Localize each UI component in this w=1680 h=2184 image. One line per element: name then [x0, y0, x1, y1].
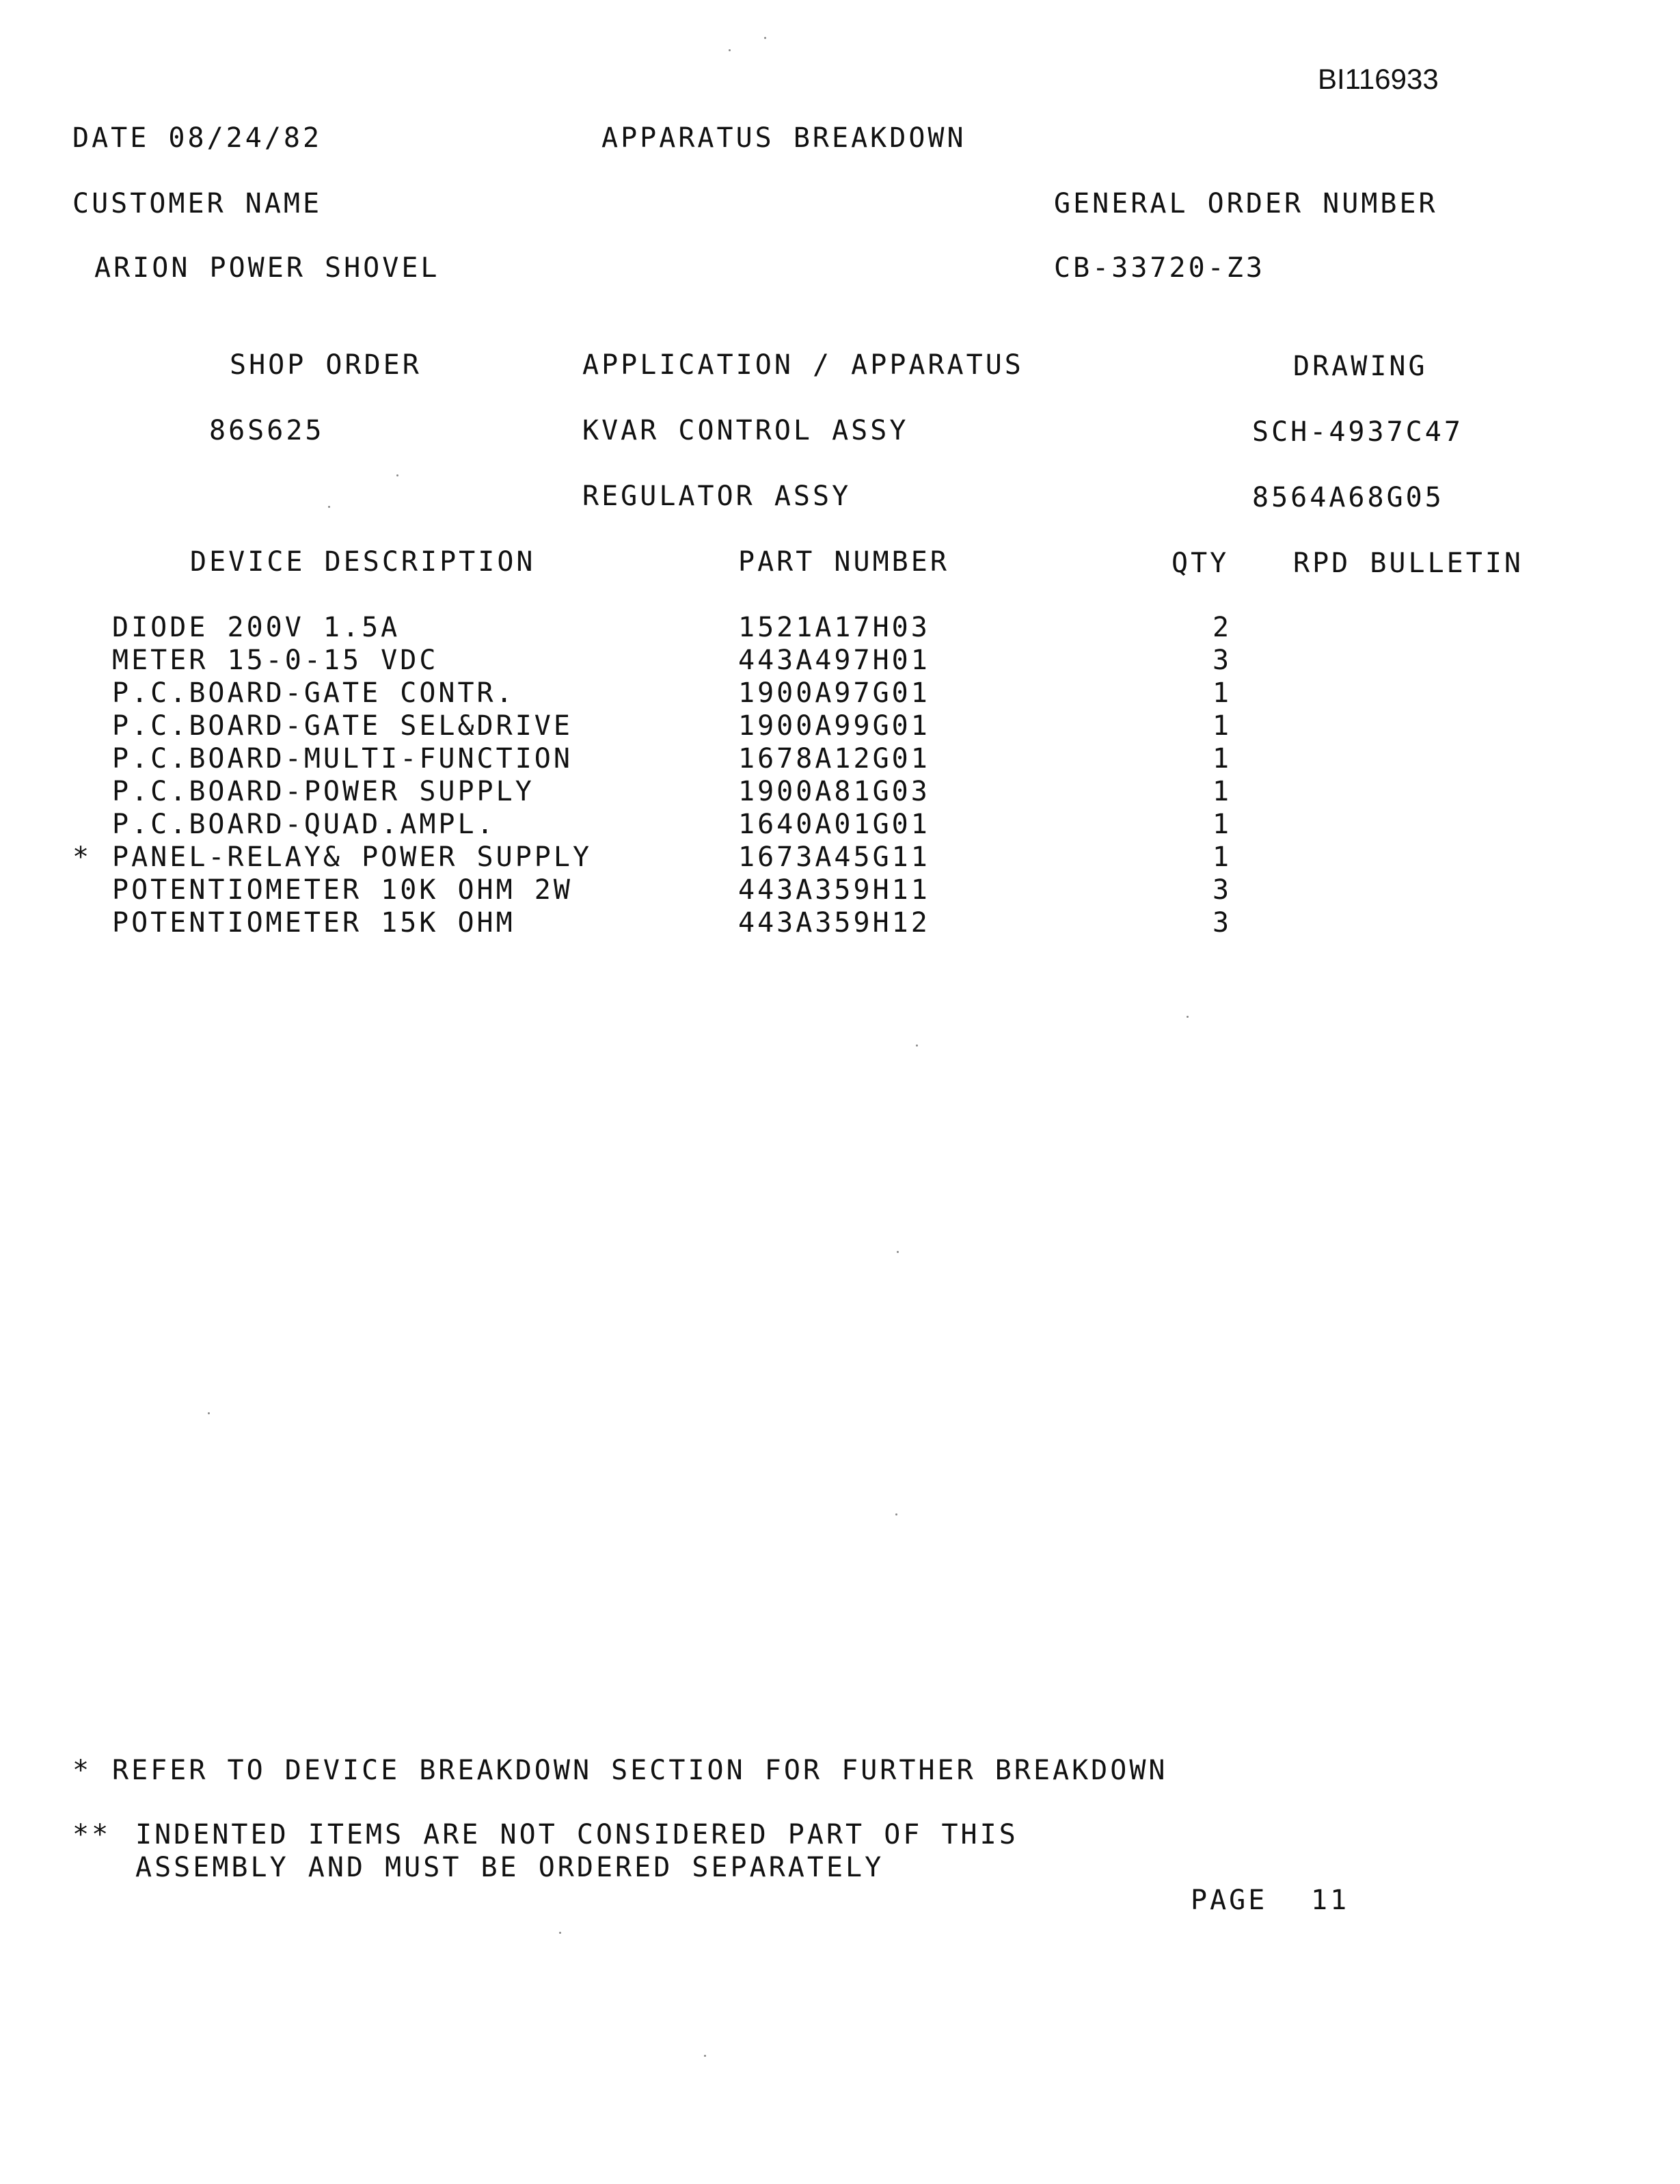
- device-description: POTENTIOMETER 15K OHM: [112, 907, 515, 939]
- quantity: 1: [1212, 776, 1232, 807]
- quantity: 3: [1212, 645, 1232, 676]
- quantity: 3: [1212, 907, 1232, 939]
- footnote-marker: **: [72, 1819, 111, 1850]
- scan-speck: [559, 1932, 561, 1934]
- drawing-number: SCH-4937C47: [1252, 416, 1463, 448]
- part-number: 1521A17H03: [738, 612, 930, 643]
- quantity: 1: [1212, 743, 1232, 774]
- row-marker: *: [72, 841, 92, 873]
- general-order-label: GENERAL ORDER NUMBER: [1054, 188, 1438, 219]
- page-number: 11: [1311, 1885, 1350, 1916]
- footnote-indented-items-continued: ASSEMBLY AND MUST BE ORDERED SEPARATELY: [135, 1852, 884, 1883]
- part-number: 1900A99G01: [738, 710, 930, 742]
- scan-speck: [1187, 1016, 1189, 1018]
- quantity: 2: [1212, 612, 1232, 643]
- quantity: 1: [1212, 677, 1232, 709]
- table-row: [0, 644, 1680, 677]
- page-label: PAGE: [1191, 1885, 1268, 1916]
- table-row: [0, 841, 1680, 874]
- scan-speck: [729, 49, 731, 51]
- shop-order-value: 86S625: [209, 415, 325, 446]
- device-description: P.C.BOARD-GATE SEL&DRIVE: [112, 710, 573, 742]
- scan-speck: [208, 1412, 210, 1414]
- part-number: 1900A81G03: [738, 776, 930, 807]
- table-row: [0, 710, 1680, 742]
- device-description: METER 15-0-15 VDC: [112, 645, 439, 676]
- table-row: [0, 775, 1680, 808]
- column-header-qty: QTY: [1171, 548, 1230, 579]
- footnote-device-breakdown: REFER TO DEVICE BREAKDOWN SECTION FOR FURTHER BREAKDOWN: [112, 1755, 1168, 1786]
- device-description: POTENTIOMETER 10K OHM 2W: [112, 874, 573, 906]
- device-description: DIODE 200V 1.5A: [112, 612, 401, 643]
- drawing-number: 8564A68G05: [1252, 482, 1444, 513]
- application-name: KVAR CONTROL ASSY: [582, 415, 909, 446]
- quantity: 1: [1212, 841, 1232, 873]
- scan-speck: [895, 1513, 897, 1515]
- part-number: 1900A97G01: [738, 677, 930, 709]
- table-row: [0, 906, 1680, 939]
- quantity: 1: [1212, 809, 1232, 840]
- page-title: APPARATUS BREAKDOWN: [601, 122, 966, 154]
- part-number: 443A497H01: [738, 645, 930, 676]
- device-description: PANEL-RELAY& POWER SUPPLY: [112, 841, 593, 873]
- quantity: 3: [1212, 874, 1232, 906]
- table-row: [0, 808, 1680, 841]
- drawing-label: DRAWING: [1293, 351, 1428, 382]
- quantity: 1: [1212, 710, 1232, 742]
- date-line: DATE 08/24/82: [72, 122, 323, 154]
- table-row: [0, 611, 1680, 644]
- column-header-part-number: PART NUMBER: [738, 546, 949, 578]
- general-order-number: CB-33720-Z3: [1054, 252, 1265, 284]
- device-description: P.C.BOARD-QUAD.AMPL.: [112, 809, 496, 840]
- application-name: REGULATOR ASSY: [582, 481, 852, 512]
- part-number: 1678A12G01: [738, 743, 930, 774]
- scan-speck: [396, 474, 398, 476]
- application-label: APPLICATION / APPARATUS: [582, 349, 1024, 381]
- part-number: 1673A45G11: [738, 841, 930, 873]
- table-row: [0, 874, 1680, 906]
- scan-speck: [328, 506, 330, 508]
- shop-order-label: SHOP ORDER: [230, 349, 422, 381]
- table-row: [0, 742, 1680, 775]
- scan-speck: [704, 2055, 706, 2057]
- column-header-rpd-bulletin: RPD BULLETIN: [1293, 548, 1523, 579]
- device-description: P.C.BOARD-MULTI-FUNCTION: [112, 743, 573, 774]
- customer-name-value: ARION POWER SHOVEL: [94, 252, 440, 284]
- table-row: [0, 677, 1680, 710]
- scan-speck: [897, 1251, 899, 1253]
- scan-speck: [916, 1044, 918, 1047]
- footnote-marker: *: [72, 1755, 92, 1786]
- customer-name-label: CUSTOMER NAME: [72, 188, 323, 219]
- device-description: P.C.BOARD-GATE CONTR.: [112, 677, 515, 709]
- footnote-indented-items: INDENTED ITEMS ARE NOT CONSIDERED PART OF THIS: [135, 1819, 1018, 1850]
- part-number: 443A359H12: [738, 907, 930, 939]
- part-number: 443A359H11: [738, 874, 930, 906]
- part-number: 1640A01G01: [738, 809, 930, 840]
- document-id: BI116933: [1318, 63, 1439, 95]
- scan-speck: [764, 37, 766, 39]
- column-header-description: DEVICE DESCRIPTION: [190, 546, 536, 578]
- device-description: P.C.BOARD-POWER SUPPLY: [112, 776, 534, 807]
